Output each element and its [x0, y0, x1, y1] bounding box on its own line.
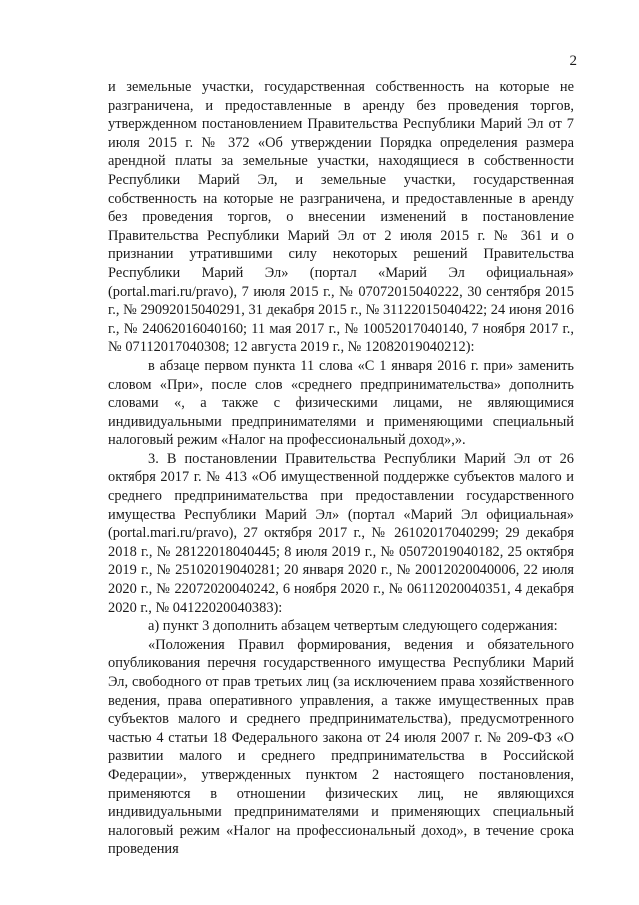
- paragraph-quoted-provisions: «Положения Правил формирования, ведения и обязательного опубликования перечня государственного имущества Республики Марий Эл, свободного от прав третьих лиц (за исключением права хозяйственного ведения, права оперативного управления, а также имущественных прав субъектов малого и среднего предпринимательства), предусмотренного частью 4 статьи 18 Федерального закона от 24 июля 2007 г. № 209-ФЗ «О развитии малого и среднего предпринимательства в Российской Федерации», утвержденных пунктом 2 настоящего постановления, применяются в отношении физических лиц, не являющихся индивидуальными предпринимателями и применяющих специальный налоговый режим «Налог на профессиональный доход», в течение срока проведения: [108, 636, 574, 858]
- document-body: [108, 78, 574, 859]
- paragraph-land-lease-continuation: и земельные участки, государственная собственность на которые не разграничена, и предоставленные в аренду без проведения торгов, утвержденном постановлением Правительства Республики Марий Эл от 7 июля 2015 г. № 372 «Об утверждении Порядка определения размера арендной платы за земельные участки, находящиеся в собственности Республики Марий Эл, и земельные участки, государственная собственность на которые не разграничена, и предоставленные в аренду без проведения торгов, о внесении изменений в постановление Правительства Республики Марий Эл от 2 июля 2015 г. № 361 и о признании утратившими силу некоторых решений Правительства Республики Марий Эл» (портал «Марий Эл официальная» (portal.mari.ru/pravo), 7 июля 2015 г., № 07072015040222, 30 сентября 2015 г., № 29092015040291, 31 декабря 2015 г., № 31122015040422; 24 июня 2016 г., № 24062016040160; 11 мая 2017 г., № 10052017040140, 7 ноября 2017 г., № 07112017040308; 12 августа 2019 г., № 12082019040212):: [108, 79, 574, 356]
- paragraph-subitem-a: а) пункт 3 дополнить абзацем четвертым следующего содержания:: [148, 618, 558, 635]
- paragraph-clause-11-amendment: в абзаце первом пункта 11 слова «С 1 января 2016 г. при» заменить словом «При», после слов «среднего предпринимательства» дополнить словами «, а также с физическими лицами, не являющимися индивидуальными предпринимателями и применяющими специальный налоговый режим «Налог на профессиональный доход»,».: [108, 357, 574, 449]
- paragraph-resolution-413: 3. В постановлении Правительства Республики Марий Эл от 26 октября 2017 г. № 413 «Об имущественной поддержке субъектов малого и среднего предпринимательства при предоставлении государственного имущества Республики Марий Эл» (портал «Марий Эл официальная» (portal.mari.ru/pravo), 27 октября 2017 г., № 26102017040299; 29 декабря 2018 г., № 28122018040445; 8 июля 2019 г., № 05072019040182, 25 октября 2019 г., № 25102019040281; 20 января 2020 г., № 20012020040006, 22 июля 2020 г., № 22072020040242, 6 ноября 2020 г., № 06112020040351, 4 декабря 2020 г., № 04122020040383):: [108, 450, 574, 616]
- page-number: 2: [569, 53, 577, 69]
